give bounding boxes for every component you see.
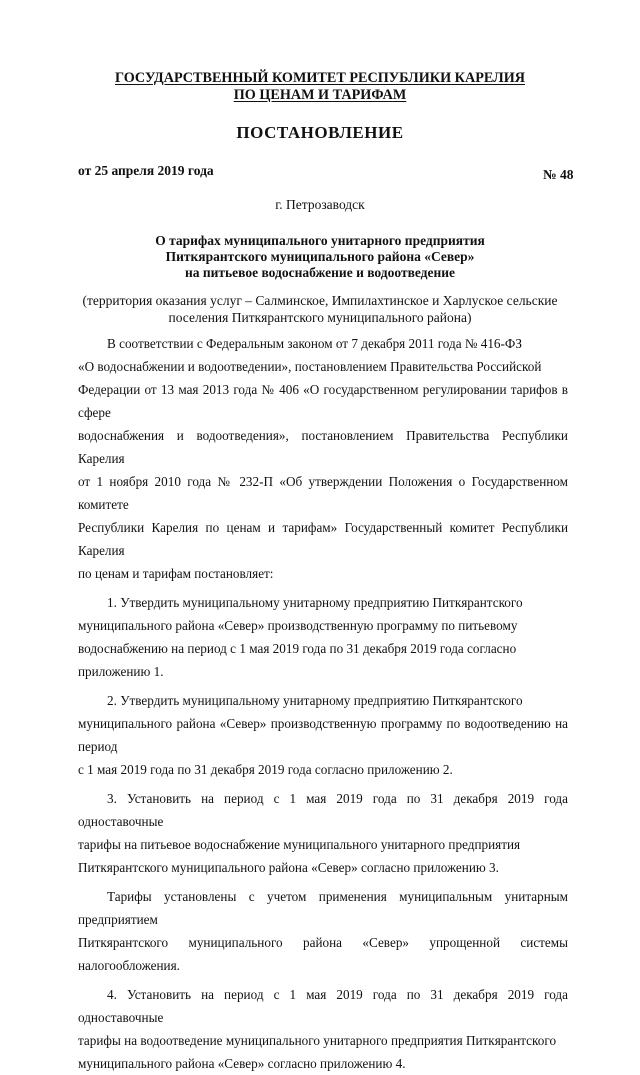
subject-line-1: О тарифах муниципального унитарного предприятия [155,233,485,248]
document-number: № 48 [543,167,574,182]
agency-title-line-1: ГОСУДАРСТВЕННЫЙ КОМИТЕТ РЕСПУБЛИКИ КАРЕЛИЯ [115,70,525,86]
item-3-paragraph [78,787,568,879]
tax-note-paragraph [78,885,568,977]
agency-title-line-2: ПО ЦЕНАМ И ТАРИФАМ [233,87,407,103]
document-body [78,332,568,1075]
subject-line-2: Питкярантского муниципального района «Север» [165,249,475,264]
text-line: с 1 мая 2019 года по 31 декабря 2019 года согласно приложению 2. [78,762,453,777]
item-4-paragraph [78,983,568,1075]
text-line: «О водоснабжении и водоотведении», постановлением Правительства Российской [78,359,542,374]
text-line: муниципального района «Север» производственную программу по питьевому [78,618,518,633]
document-date: от 25 апреля 2019 года [78,163,214,178]
text-line: 4. Установить на период с 1 мая 2019 года по 31 декабря 2019 года одноставочные [78,987,568,1025]
text-line: водоснабжения и водоотведения», постановлением Правительства Республики Карелия [78,428,568,466]
document-type: ПОСТАНОВЛЕНИЕ [236,123,404,142]
text-line: Тарифы установлены с учетом применения муниципальным унитарным предприятием [78,889,568,927]
text-line: 1. Утвердить муниципальному унитарному предприятию Питкярантского [107,595,523,610]
subject-line-3: на питьевое водоснабжение и водоотведение [184,265,456,280]
text-line: водоснабжению на период с 1 мая 2019 года по 31 декабря 2019 года согласно [78,641,517,656]
text-line: приложению 1. [78,664,164,679]
item-1-paragraph [78,591,568,683]
text-line: В соответствии с Федеральным законом от 7 декабря 2011 года № 416-ФЗ [107,336,522,351]
text-line: Питкярантского муниципального района «Север» согласно приложению 3. [78,860,499,875]
text-line: муниципального района «Север» производственную программу по водоотведению на период [78,716,568,754]
text-line: Федерации от 13 мая 2013 года № 406 «О государственном регулировании тарифов в сфере [78,382,568,420]
territory-line-1: (территория оказания услуг – Салминское, Импилахтинское и Харлуское сельские [82,293,558,308]
text-line: тарифы на питьевое водоснабжение муниципального унитарного предприятия [78,837,521,852]
text-line: Республики Карелия по ценам и тарифам» Государственный комитет Республики Карелия [78,520,568,558]
text-line: муниципального района «Север» согласно приложению 4. [78,1056,406,1071]
city: г. Петрозаводск [275,197,365,212]
text-line: Питкярантского муниципального района «Север» упрощенной системы налогообложения. [78,935,568,973]
text-line: от 1 ноября 2010 года № 232-П «Об утверждении Положения о Государственном комитете [78,474,568,512]
text-line: по ценам и тарифам постановляет: [78,566,274,581]
item-2-paragraph [78,689,568,781]
text-line: 3. Установить на период с 1 мая 2019 года по 31 декабря 2019 года одноставочные [78,791,568,829]
text-line: 2. Утвердить муниципальному унитарному предприятию Питкярантского [107,693,523,708]
preamble-paragraph [78,332,568,585]
territory-line-2: поселения Питкярантского муниципального района) [168,310,472,325]
text-line: тарифы на водоотведение муниципального унитарного предприятия Питкярантского [78,1033,557,1048]
